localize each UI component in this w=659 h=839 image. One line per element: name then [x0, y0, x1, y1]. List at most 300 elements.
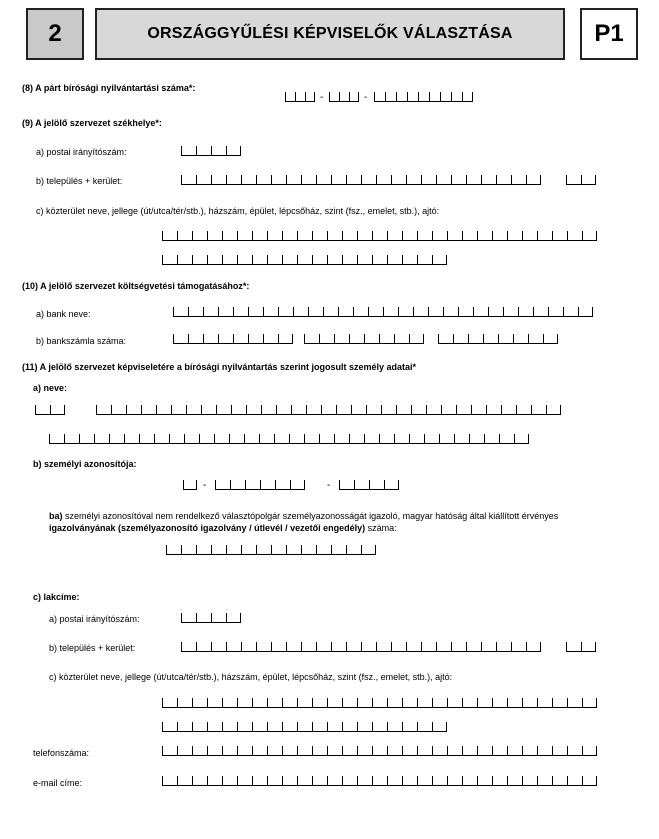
char-cell[interactable] — [526, 175, 541, 185]
char-cell[interactable] — [237, 231, 252, 241]
rep-email-field[interactable] — [162, 776, 597, 786]
registry-number-part2-field[interactable] — [329, 92, 359, 102]
char-cell[interactable] — [291, 405, 306, 415]
char-cell[interactable] — [285, 92, 295, 102]
char-cell[interactable] — [233, 307, 248, 317]
char-cell[interactable] — [441, 405, 456, 415]
char-cell[interactable] — [297, 698, 312, 708]
char-cell[interactable] — [492, 231, 507, 241]
char-cell[interactable] — [462, 698, 477, 708]
char-cell[interactable] — [447, 746, 462, 756]
char-cell[interactable] — [406, 642, 421, 652]
char-cell[interactable] — [50, 405, 65, 415]
char-cell[interactable] — [417, 231, 432, 241]
char-cell[interactable] — [522, 746, 537, 756]
char-cell[interactable] — [492, 776, 507, 786]
char-cell[interactable] — [49, 434, 64, 444]
char-cell[interactable] — [361, 642, 376, 652]
char-cell[interactable] — [488, 307, 503, 317]
char-cell[interactable] — [364, 334, 379, 344]
char-cell[interactable] — [162, 255, 177, 265]
char-cell[interactable] — [483, 334, 498, 344]
char-cell[interactable] — [338, 307, 353, 317]
char-cell[interactable] — [546, 405, 561, 415]
char-cell[interactable] — [443, 307, 458, 317]
char-cell[interactable] — [246, 405, 261, 415]
char-cell[interactable] — [566, 642, 581, 652]
char-cell[interactable] — [241, 175, 256, 185]
char-cell[interactable] — [181, 175, 196, 185]
char-cell[interactable] — [336, 405, 351, 415]
char-cell[interactable] — [183, 480, 197, 490]
char-cell[interactable] — [353, 307, 368, 317]
char-cell[interactable] — [582, 231, 597, 241]
char-cell[interactable] — [241, 545, 256, 555]
char-cell[interactable] — [379, 334, 394, 344]
char-cell[interactable] — [282, 698, 297, 708]
char-cell[interactable] — [245, 480, 260, 490]
char-cell[interactable] — [248, 334, 263, 344]
char-cell[interactable] — [162, 722, 177, 732]
bank-name-field[interactable] — [173, 307, 593, 317]
char-cell[interactable] — [402, 722, 417, 732]
char-cell[interactable] — [496, 642, 511, 652]
seat-zip-field[interactable] — [181, 146, 241, 156]
char-cell[interactable] — [301, 642, 316, 652]
char-cell[interactable] — [372, 746, 387, 756]
char-cell[interactable] — [486, 405, 501, 415]
char-cell[interactable] — [211, 613, 226, 623]
char-cell[interactable] — [552, 776, 567, 786]
char-cell[interactable] — [162, 698, 177, 708]
char-cell[interactable] — [385, 92, 396, 102]
char-cell[interactable] — [259, 434, 274, 444]
char-cell[interactable] — [548, 307, 563, 317]
char-cell[interactable] — [169, 434, 184, 444]
char-cell[interactable] — [498, 334, 513, 344]
char-cell[interactable] — [346, 175, 361, 185]
char-cell[interactable] — [578, 307, 593, 317]
char-cell[interactable] — [481, 175, 496, 185]
char-cell[interactable] — [349, 334, 364, 344]
char-cell[interactable] — [473, 307, 488, 317]
bank-account-part2-field[interactable] — [304, 334, 424, 344]
char-cell[interactable] — [349, 434, 364, 444]
char-cell[interactable] — [293, 307, 308, 317]
char-cell[interactable] — [267, 746, 282, 756]
bank-account-part1-field[interactable] — [173, 334, 293, 344]
char-cell[interactable] — [192, 746, 207, 756]
char-cell[interactable] — [507, 776, 522, 786]
char-cell[interactable] — [312, 722, 327, 732]
char-cell[interactable] — [256, 642, 271, 652]
char-cell[interactable] — [477, 746, 492, 756]
char-cell[interactable] — [267, 698, 282, 708]
char-cell[interactable] — [581, 175, 596, 185]
char-cell[interactable] — [357, 255, 372, 265]
char-cell[interactable] — [357, 231, 372, 241]
char-cell[interactable] — [383, 307, 398, 317]
char-cell[interactable] — [222, 746, 237, 756]
char-cell[interactable] — [216, 405, 231, 415]
seat-city-field[interactable] — [181, 175, 541, 185]
char-cell[interactable] — [394, 434, 409, 444]
char-cell[interactable] — [286, 175, 301, 185]
rep-id-part2-field[interactable] — [215, 480, 305, 490]
char-cell[interactable] — [368, 307, 383, 317]
char-cell[interactable] — [453, 334, 468, 344]
char-cell[interactable] — [215, 480, 230, 490]
char-cell[interactable] — [260, 480, 275, 490]
char-cell[interactable] — [421, 175, 436, 185]
char-cell[interactable] — [387, 722, 402, 732]
char-cell[interactable] — [79, 434, 94, 444]
char-cell[interactable] — [357, 722, 372, 732]
char-cell[interactable] — [582, 746, 597, 756]
char-cell[interactable] — [477, 698, 492, 708]
char-cell[interactable] — [282, 231, 297, 241]
char-cell[interactable] — [226, 613, 241, 623]
char-cell[interactable] — [282, 255, 297, 265]
char-cell[interactable] — [432, 722, 447, 732]
char-cell[interactable] — [282, 746, 297, 756]
char-cell[interactable] — [387, 698, 402, 708]
char-cell[interactable] — [256, 545, 271, 555]
char-cell[interactable] — [528, 334, 543, 344]
char-cell[interactable] — [372, 255, 387, 265]
char-cell[interactable] — [162, 776, 177, 786]
char-cell[interactable] — [374, 92, 385, 102]
seat-district-field[interactable] — [566, 175, 596, 185]
char-cell[interactable] — [139, 434, 154, 444]
rep-id-part3-field[interactable] — [339, 480, 399, 490]
char-cell[interactable] — [304, 434, 319, 444]
char-cell[interactable] — [581, 642, 596, 652]
char-cell[interactable] — [35, 405, 50, 415]
char-cell[interactable] — [428, 307, 443, 317]
char-cell[interactable] — [327, 698, 342, 708]
char-cell[interactable] — [331, 642, 346, 652]
char-cell[interactable] — [301, 175, 316, 185]
char-cell[interactable] — [222, 722, 237, 732]
seat-street-field-line2[interactable] — [162, 255, 447, 265]
seat-street-field-line1[interactable] — [162, 231, 597, 241]
char-cell[interactable] — [306, 405, 321, 415]
char-cell[interactable] — [567, 776, 582, 786]
char-cell[interactable] — [203, 307, 218, 317]
char-cell[interactable] — [278, 334, 293, 344]
char-cell[interactable] — [462, 776, 477, 786]
char-cell[interactable] — [407, 92, 418, 102]
char-cell[interactable] — [201, 405, 216, 415]
char-cell[interactable] — [496, 175, 511, 185]
char-cell[interactable] — [267, 722, 282, 732]
char-cell[interactable] — [349, 92, 359, 102]
char-cell[interactable] — [396, 92, 407, 102]
char-cell[interactable] — [354, 480, 369, 490]
char-cell[interactable] — [499, 434, 514, 444]
char-cell[interactable] — [334, 334, 349, 344]
char-cell[interactable] — [421, 642, 436, 652]
char-cell[interactable] — [451, 175, 466, 185]
char-cell[interactable] — [304, 334, 319, 344]
rep-name-field-line2[interactable] — [49, 434, 529, 444]
char-cell[interactable] — [507, 746, 522, 756]
char-cell[interactable] — [207, 722, 222, 732]
registry-number-part3-field[interactable] — [374, 92, 473, 102]
char-cell[interactable] — [267, 255, 282, 265]
char-cell[interactable] — [447, 698, 462, 708]
char-cell[interactable] — [387, 231, 402, 241]
char-cell[interactable] — [184, 434, 199, 444]
char-cell[interactable] — [394, 334, 409, 344]
char-cell[interactable] — [312, 698, 327, 708]
char-cell[interactable] — [196, 613, 211, 623]
char-cell[interactable] — [312, 255, 327, 265]
rep-street-field-line2[interactable] — [162, 722, 447, 732]
char-cell[interactable] — [162, 746, 177, 756]
char-cell[interactable] — [295, 92, 305, 102]
char-cell[interactable] — [402, 698, 417, 708]
char-cell[interactable] — [312, 231, 327, 241]
char-cell[interactable] — [203, 334, 218, 344]
char-cell[interactable] — [192, 231, 207, 241]
char-cell[interactable] — [290, 480, 305, 490]
char-cell[interactable] — [141, 405, 156, 415]
char-cell[interactable] — [451, 92, 462, 102]
char-cell[interactable] — [477, 231, 492, 241]
char-cell[interactable] — [454, 434, 469, 444]
char-cell[interactable] — [171, 405, 186, 415]
char-cell[interactable] — [177, 255, 192, 265]
char-cell[interactable] — [196, 175, 211, 185]
char-cell[interactable] — [402, 255, 417, 265]
char-cell[interactable] — [282, 776, 297, 786]
char-cell[interactable] — [342, 255, 357, 265]
char-cell[interactable] — [563, 307, 578, 317]
char-cell[interactable] — [387, 746, 402, 756]
char-cell[interactable] — [196, 146, 211, 156]
char-cell[interactable] — [406, 175, 421, 185]
char-cell[interactable] — [297, 722, 312, 732]
char-cell[interactable] — [582, 776, 597, 786]
char-cell[interactable] — [222, 698, 237, 708]
char-cell[interactable] — [177, 746, 192, 756]
char-cell[interactable] — [567, 698, 582, 708]
char-cell[interactable] — [321, 405, 336, 415]
char-cell[interactable] — [426, 405, 441, 415]
char-cell[interactable] — [342, 722, 357, 732]
char-cell[interactable] — [346, 642, 361, 652]
char-cell[interactable] — [316, 545, 331, 555]
char-cell[interactable] — [447, 231, 462, 241]
char-cell[interactable] — [297, 255, 312, 265]
char-cell[interactable] — [429, 92, 440, 102]
char-cell[interactable] — [514, 434, 529, 444]
char-cell[interactable] — [402, 746, 417, 756]
char-cell[interactable] — [526, 642, 541, 652]
char-cell[interactable] — [357, 746, 372, 756]
char-cell[interactable] — [418, 92, 429, 102]
char-cell[interactable] — [369, 480, 384, 490]
char-cell[interactable] — [237, 746, 252, 756]
char-cell[interactable] — [582, 698, 597, 708]
rep-name-prefix-field[interactable] — [35, 405, 65, 415]
char-cell[interactable] — [237, 255, 252, 265]
char-cell[interactable] — [513, 334, 528, 344]
char-cell[interactable] — [327, 746, 342, 756]
char-cell[interactable] — [402, 231, 417, 241]
char-cell[interactable] — [226, 642, 241, 652]
char-cell[interactable] — [417, 698, 432, 708]
char-cell[interactable] — [308, 307, 323, 317]
char-cell[interactable] — [222, 776, 237, 786]
char-cell[interactable] — [109, 434, 124, 444]
char-cell[interactable] — [188, 307, 203, 317]
char-cell[interactable] — [301, 545, 316, 555]
char-cell[interactable] — [379, 434, 394, 444]
char-cell[interactable] — [192, 722, 207, 732]
char-cell[interactable] — [211, 545, 226, 555]
char-cell[interactable] — [207, 255, 222, 265]
char-cell[interactable] — [327, 255, 342, 265]
char-cell[interactable] — [196, 545, 211, 555]
char-cell[interactable] — [248, 307, 263, 317]
char-cell[interactable] — [316, 642, 331, 652]
char-cell[interactable] — [305, 92, 315, 102]
char-cell[interactable] — [275, 480, 290, 490]
char-cell[interactable] — [192, 255, 207, 265]
char-cell[interactable] — [94, 434, 109, 444]
char-cell[interactable] — [222, 231, 237, 241]
char-cell[interactable] — [289, 434, 304, 444]
char-cell[interactable] — [327, 776, 342, 786]
char-cell[interactable] — [207, 231, 222, 241]
char-cell[interactable] — [124, 434, 139, 444]
char-cell[interactable] — [263, 334, 278, 344]
char-cell[interactable] — [432, 746, 447, 756]
rep-name-field-line1[interactable] — [96, 405, 561, 415]
char-cell[interactable] — [522, 231, 537, 241]
char-cell[interactable] — [207, 746, 222, 756]
char-cell[interactable] — [503, 307, 518, 317]
char-cell[interactable] — [357, 776, 372, 786]
char-cell[interactable] — [297, 776, 312, 786]
char-cell[interactable] — [177, 776, 192, 786]
char-cell[interactable] — [334, 434, 349, 444]
char-cell[interactable] — [319, 434, 334, 444]
char-cell[interactable] — [477, 776, 492, 786]
char-cell[interactable] — [319, 334, 334, 344]
rep-city-field[interactable] — [181, 642, 541, 652]
char-cell[interactable] — [241, 642, 256, 652]
char-cell[interactable] — [218, 307, 233, 317]
char-cell[interactable] — [432, 231, 447, 241]
char-cell[interactable] — [391, 642, 406, 652]
char-cell[interactable] — [181, 146, 196, 156]
char-cell[interactable] — [411, 405, 426, 415]
char-cell[interactable] — [492, 746, 507, 756]
char-cell[interactable] — [339, 480, 354, 490]
char-cell[interactable] — [516, 405, 531, 415]
char-cell[interactable] — [252, 722, 267, 732]
char-cell[interactable] — [316, 175, 331, 185]
char-cell[interactable] — [252, 231, 267, 241]
char-cell[interactable] — [261, 405, 276, 415]
char-cell[interactable] — [511, 175, 526, 185]
char-cell[interactable] — [327, 722, 342, 732]
char-cell[interactable] — [226, 146, 241, 156]
char-cell[interactable] — [177, 231, 192, 241]
char-cell[interactable] — [342, 231, 357, 241]
char-cell[interactable] — [417, 746, 432, 756]
char-cell[interactable] — [440, 92, 451, 102]
char-cell[interactable] — [297, 231, 312, 241]
char-cell[interactable] — [214, 434, 229, 444]
char-cell[interactable] — [211, 146, 226, 156]
char-cell[interactable] — [438, 334, 453, 344]
char-cell[interactable] — [312, 776, 327, 786]
char-cell[interactable] — [543, 334, 558, 344]
char-cell[interactable] — [256, 175, 271, 185]
rep-district-field[interactable] — [566, 642, 596, 652]
char-cell[interactable] — [192, 698, 207, 708]
char-cell[interactable] — [312, 746, 327, 756]
char-cell[interactable] — [226, 175, 241, 185]
char-cell[interactable] — [177, 698, 192, 708]
char-cell[interactable] — [237, 776, 252, 786]
char-cell[interactable] — [207, 776, 222, 786]
char-cell[interactable] — [199, 434, 214, 444]
char-cell[interactable] — [531, 405, 546, 415]
char-cell[interactable] — [552, 746, 567, 756]
char-cell[interactable] — [218, 334, 233, 344]
char-cell[interactable] — [252, 776, 267, 786]
char-cell[interactable] — [432, 255, 447, 265]
char-cell[interactable] — [211, 175, 226, 185]
char-cell[interactable] — [387, 255, 402, 265]
char-cell[interactable] — [469, 434, 484, 444]
char-cell[interactable] — [537, 746, 552, 756]
char-cell[interactable] — [376, 642, 391, 652]
char-cell[interactable] — [252, 255, 267, 265]
char-cell[interactable] — [252, 746, 267, 756]
char-cell[interactable] — [522, 698, 537, 708]
char-cell[interactable] — [567, 746, 582, 756]
char-cell[interactable] — [402, 776, 417, 786]
char-cell[interactable] — [233, 334, 248, 344]
char-cell[interactable] — [188, 334, 203, 344]
char-cell[interactable] — [466, 642, 481, 652]
char-cell[interactable] — [177, 722, 192, 732]
char-cell[interactable] — [237, 698, 252, 708]
char-cell[interactable] — [537, 231, 552, 241]
char-cell[interactable] — [398, 307, 413, 317]
char-cell[interactable] — [237, 722, 252, 732]
char-cell[interactable] — [409, 434, 424, 444]
char-cell[interactable] — [361, 545, 376, 555]
char-cell[interactable] — [537, 776, 552, 786]
char-cell[interactable] — [196, 642, 211, 652]
char-cell[interactable] — [346, 545, 361, 555]
char-cell[interactable] — [327, 231, 342, 241]
char-cell[interactable] — [286, 545, 301, 555]
char-cell[interactable] — [156, 405, 171, 415]
char-cell[interactable] — [396, 405, 411, 415]
char-cell[interactable] — [511, 642, 526, 652]
rep-phone-field[interactable] — [162, 746, 597, 756]
char-cell[interactable] — [518, 307, 533, 317]
